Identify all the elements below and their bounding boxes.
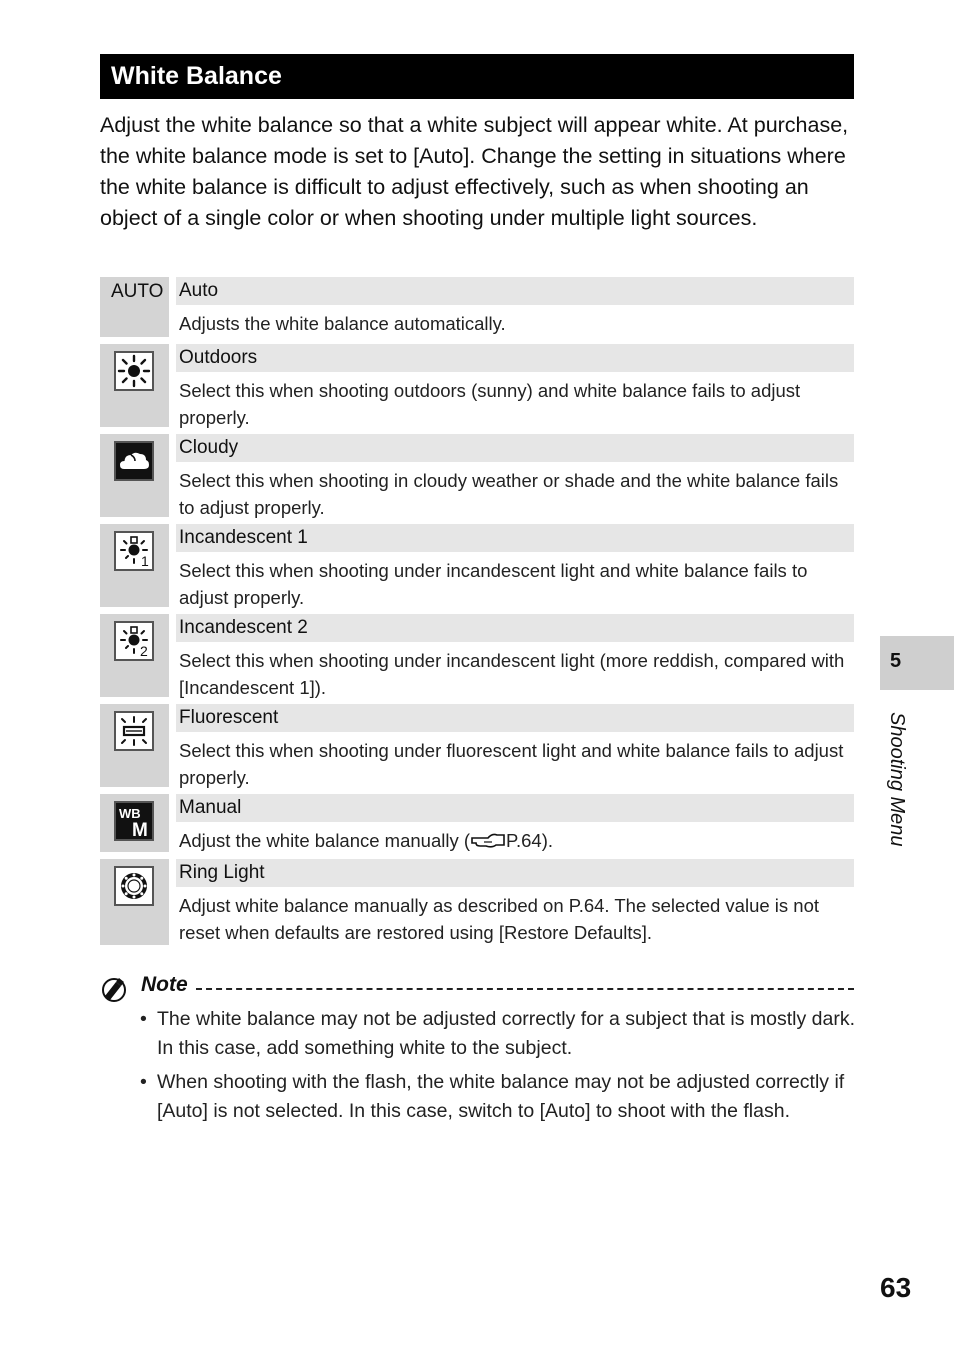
mode-row-outdoors [100,344,854,427]
note-item-text: The white balance may not be adjusted correctly for a subject that is mostly dark. In this case, add something white to the subject. [157,1008,856,1059]
mode-description [179,827,849,854]
note-divider [196,988,854,990]
mode-name: Fluorescent [179,707,279,728]
intro-paragraph: Adjust the white balance so that a white subject will appear white. At purchase, the white balance mode is set to [Auto]. Change the setting in situations where the white balance is difficult to adjust effectively, such as when shooting an object of a single color or when shooting under multiple light sources. [100,113,849,230]
mode-description: Select this when shooting under incandescent light and white balance fails to adjust properly. [179,560,808,608]
mode-description: Select this when shooting in cloudy weather or shade and the white balance fails to adjust properly. [179,470,839,518]
mode-name: Manual [179,797,242,818]
mode-row-cloudy [100,434,854,517]
mode-name-bar [176,434,854,462]
mode-description: Select this when shooting outdoors (sunny) and white balance fails to adjust properly. [179,380,801,428]
mode-icon-cell [100,794,169,852]
note-header [100,972,854,1004]
manual-description-end: ). [541,830,554,851]
mode-row-incandescent-2 [100,614,854,697]
mode-row-manual [100,794,854,852]
incandescent-2-icon [114,621,154,661]
mode-description: Select this when shooting under fluorescent light and white balance fails to adjust properly. [179,740,844,788]
mode-name: Auto [179,280,219,301]
page-reference-link[interactable]: P.64 [506,830,542,851]
mode-icon-cell [100,859,169,945]
mode-row-fluorescent [100,704,854,787]
chapter-number: 5 [890,650,902,672]
incandescent-number: 1 [141,553,149,568]
mode-name: Cloudy [179,437,239,458]
mode-name-bar [176,344,854,372]
mode-name-bar [176,277,854,305]
mode-row-incandescent-1 [100,524,854,607]
mode-row-ring-light [100,859,854,945]
mode-icon-cell [100,704,169,787]
mode-name-bar [176,524,854,552]
section-title-bar [100,54,854,99]
mode-description: Select this when shooting under incandescent light (more reddish, compared with [Incandescent 1]). [179,650,845,698]
reference-hand-icon [470,830,506,850]
manual-wb-label: WB [119,806,141,821]
mode-row-auto [100,277,854,337]
manual-m-label: M [132,820,148,838]
incandescent-1-icon [114,531,154,571]
cloud-icon [114,441,154,481]
manual-description-start: Adjust the white balance manually ( [179,830,471,851]
auto-icon: AUTO [111,281,164,302]
bullet-glyph: • [140,1071,147,1093]
bullet-glyph: • [140,1008,147,1030]
ring-light-icon [114,866,154,906]
note-item-text: When shooting with the flash, the white balance may not be adjusted correctly if [Auto] is not selected. In this case, switch to [Auto] to shoot with the flash. [157,1071,845,1122]
chapter-tab [880,636,954,690]
page-number: 63 [880,1272,912,1303]
mode-icon-cell [100,614,169,697]
mode-icon-cell [100,434,169,517]
mode-icon-cell [100,524,169,607]
fluorescent-icon [114,711,154,751]
mode-description: Adjusts the white balance automatically. [179,313,506,334]
mode-name-bar [176,704,854,732]
chapter-label-container [870,712,910,872]
note-label: Note [141,973,188,996]
mode-name-bar [176,614,854,642]
mode-name: Ring Light [179,862,265,883]
mode-icon-cell [100,344,169,427]
incandescent-number: 2 [140,643,148,658]
note-pencil-icon [100,974,128,1002]
section-title: White Balance [111,62,282,90]
mode-name: Outdoors [179,347,258,368]
manual-wb-icon [114,801,154,841]
mode-name-bar [176,859,854,887]
chapter-label: Shooting Menu [886,712,908,847]
mode-name: Incandescent 1 [179,527,308,548]
mode-description: Adjust white balance manually as described on P.64. The selected value is not reset when defaults are restored using [Restore Defaults]. [179,895,820,943]
mode-icon-cell [100,277,169,337]
mode-name-bar [176,794,854,822]
mode-name: Incandescent 2 [179,617,308,638]
sun-icon [114,351,154,391]
